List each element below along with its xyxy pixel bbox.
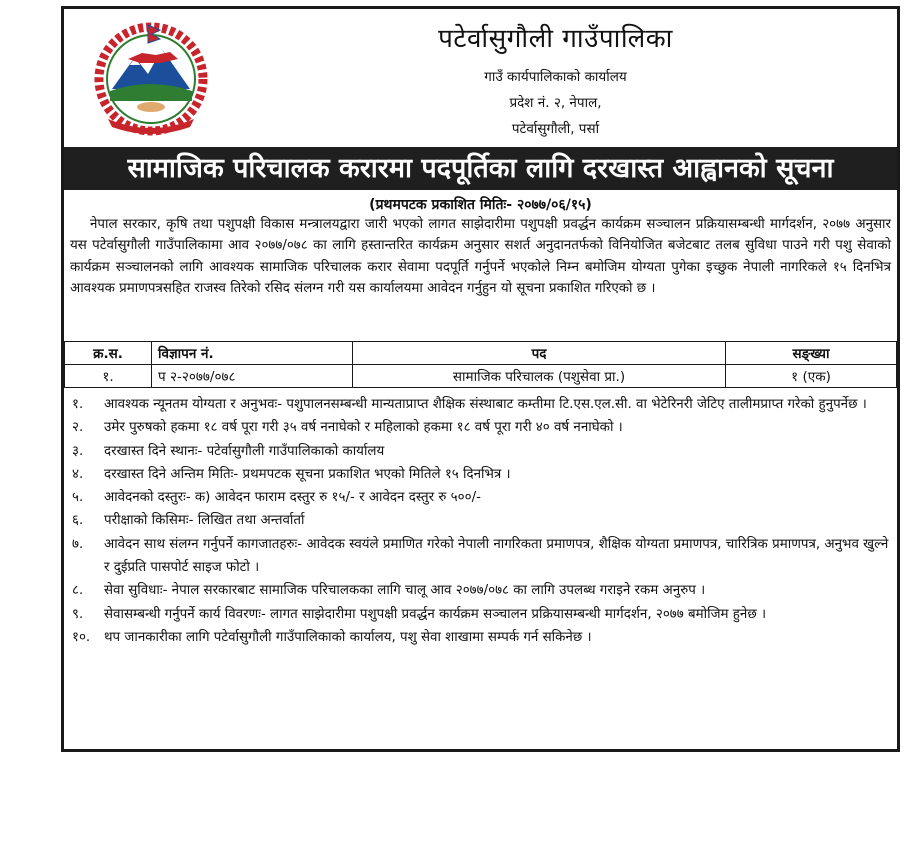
item-text: आवश्यक न्यूनतम योग्यता र अनुभवः- पशुपालनसम्बन्धी मान्यताप्राप्त शैक्षिक संस्थाबाट कम्तीमा टि.एस.एल.सी. वा भेटेरिनरी जेटिए तालीमप्राप्त गरेको हुनुपर्नेछ । — [104, 397, 867, 412]
item-text: सेवा सुविधाः- नेपाल सरकारबाट सामाजिक परिचालकका लागि चालू आव २०७७/०७८ का लागि उपलब्ध गराइने रकम अनुरुप । — [104, 583, 706, 599]
item-number: १. — [72, 397, 84, 412]
table-header-row — [65, 342, 897, 365]
address-line: पटेर्वासुगौली, पर्सा — [511, 121, 600, 137]
header-ad-number: विज्ञापन नं. — [152, 342, 353, 365]
item-number: ८. — [72, 583, 84, 599]
nepal-emblem-icon — [90, 19, 212, 137]
office-name: गाउँ कार्यपालिकाको कार्यालय — [484, 69, 627, 85]
org-name: पटेर्वासुगौली गाउँपालिका — [438, 24, 673, 54]
header-post: पद — [353, 342, 726, 365]
publication-date: (प्रथमपटक प्रकाशित मितिः- २०७७/०६/१५) — [369, 197, 592, 213]
notice-title-banner: सामाजिक परिचालक करारमा पदपूर्तिका लागि दरखास्त आह्वानको सूचना — [64, 147, 897, 190]
item-number: २. — [72, 420, 84, 436]
item-text: उमेर पुरुषको हकमा १८ वर्ष पूरा गरी ३५ वर्ष ननाघेको र महिलाको हकमा १८ वर्ष पूरा गरी ४० वर्ष ननाघेको । — [104, 420, 623, 436]
province-line: प्रदेश नं. २, नेपाल, — [509, 95, 602, 111]
intro-paragraph: नेपाल सरकार, कृषि तथा पशुपक्षी विकास मन्त्रालयद्वारा जारी भएको लागत साझेदारीमा पशुपक्षी प्रवर्द्धन कार्यक्रम सञ्चालन प्रक्रियासम्बन्धी मार्गदर्शन, २०७७ अनुसार यस पटेर्वासुगौली गाउँपालिकामा आव २०७७/०७८ का लागि हस्तान्तरित कार्यक्रम अनुसार सशर्त अनुदानतर्फको विनियोजित बजेटबाट तलब सुविधा पाउने गरी पशु सेवाको कार्यक्रम सञ्चालनको लागि आवश्यक सामाजिक परिचालक करार सेवामा पदपूर्ति गर्नुपर्ने भएकोले निम्न बमोजिम योग्यता पुगेका इच्छुक नेपाली नागरिकले १५ दिनभित्र आवश्यक प्रमाणपत्रसहित राजस्व तिरेको रसिद संलग्न गरी यस कार्यालयमा आवेदन गर्नुहुन यो सूचना प्रकाशित गरिएको छ । — [70, 217, 891, 296]
item-number: ५. — [72, 490, 84, 506]
item-number: ४. — [72, 466, 84, 482]
cell-serial: १. — [65, 365, 152, 388]
cell-ad-number: प २-२०७७/०७८ — [152, 365, 353, 388]
item-number: ३. — [72, 443, 84, 459]
item-text: आवेदनको दस्तुरः- क) आवेदन फाराम दस्तुर रु १५/- र आवेदन दस्तुर रु ५००/- — [104, 490, 481, 506]
notice-document — [61, 6, 900, 752]
vacancy-table — [64, 341, 897, 388]
item-text: थप जानकारीका लागि पटेर्वासुगौली गाउँपालिकाको कार्यालय, पशु सेवा शाखामा सम्पर्क गर्न सकिनेछ । — [104, 629, 592, 645]
header-count: सङ्ख्या — [726, 342, 897, 365]
list-item — [64, 486, 891, 509]
list-item — [64, 626, 891, 649]
item-text: दरखास्त दिने स्थानः- पटेर्वासुगौली गाउँपालिकाको कार्यालय — [104, 443, 385, 459]
header — [64, 9, 897, 147]
list-item — [64, 509, 891, 532]
conditions-list — [64, 393, 891, 649]
table-row — [65, 365, 897, 388]
item-text: दरखास्त दिने अन्तिम मितिः- प्रथमपटक सूचना प्रकाशित भएको मितिले १५ दिनभित्र । — [104, 466, 511, 482]
list-item — [64, 579, 891, 602]
list-item — [64, 463, 891, 486]
item-text: आवेदन साथ संलग्न गर्नुपर्ने कागजातहरुः- आवेदक स्वयंले प्रमाणित गरेको नेपाली नागरिकता प्रमाणपत्र, शैक्षिक योग्यता प्रमाणपत्र, चारित्रिक प्रमाणपत्र, अनुभव खुल्ने र दुईप्रति पासपोर्ट साइज फोटो । — [104, 536, 889, 576]
list-item — [64, 393, 891, 416]
item-number: ९. — [72, 606, 84, 622]
item-number: १०. — [72, 629, 91, 645]
item-text: परीक्षाको किसिमः- लिखित तथा अन्तर्वार्ता — [104, 513, 305, 529]
item-text: सेवासम्बन्धी गर्नुपर्ने कार्य विवरणः- लागत साझेदारीमा पशुपक्षी प्रवर्द्धन कार्यक्रम सञ्चालन प्रक्रियासम्बन्धी मार्गदर्शन, २०७७ बमोजिम हुनेछ । — [104, 606, 767, 622]
cell-post: सामाजिक परिचालक (पशुसेवा प्रा.) — [353, 365, 726, 388]
list-item — [64, 533, 891, 580]
item-number: ६. — [72, 513, 84, 529]
item-number: ७. — [72, 536, 84, 552]
header-serial: क्र.स. — [65, 342, 152, 365]
list-item — [64, 416, 891, 439]
cell-count: १ (एक) — [726, 365, 897, 388]
list-item — [64, 440, 891, 463]
list-item — [64, 603, 891, 626]
